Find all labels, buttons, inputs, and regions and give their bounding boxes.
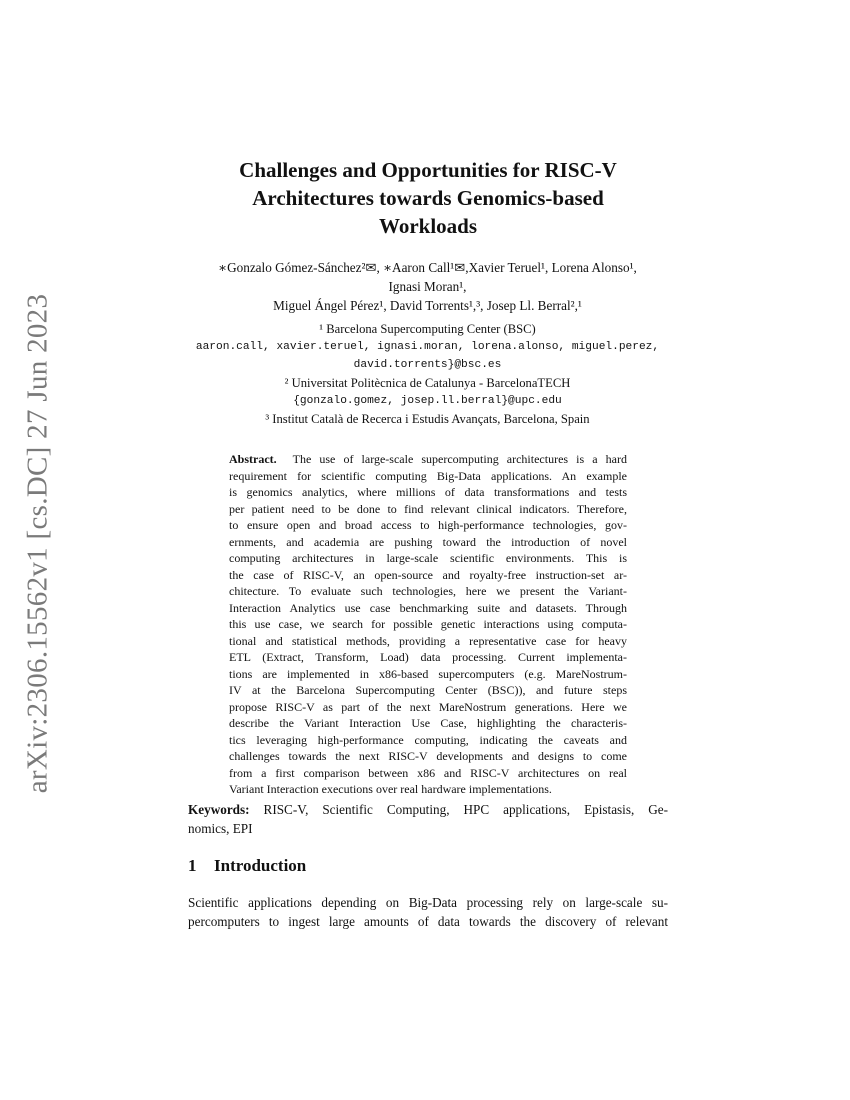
keywords-line: nomics, EPI (188, 821, 253, 836)
abstract-line: per patient need to be done to find relevant clinical indicators. Therefore, (229, 501, 627, 516)
paper-title (188, 156, 668, 240)
affiliation-upc-emails: {gonzalo.gomez, josep.ll.berral}@upc.edu (293, 395, 562, 407)
abstract-line: describe the Variant Interaction Use Case, highlighting the characteris- (229, 716, 627, 730)
abstract-line: chitecture. To evaluate such technologies, here we present the Variant- (229, 584, 627, 598)
abstract-line: tics leveraging high-performance computing, indicating the caveats and (229, 732, 627, 747)
affiliations (160, 320, 695, 428)
body-line: percomputers to ingest large amounts of data towards the discovery of relevant (188, 914, 668, 929)
keywords (188, 800, 668, 838)
abstract-line: ETL (Extract, Transform, Load) data processing. Current implementa- (229, 650, 627, 664)
affiliation-bsc: ¹ Barcelona Supercomputing Center (BSC) (319, 322, 536, 336)
body-line: Scientific applications depending on Big-Data processing rely on large-scale su- (188, 895, 668, 910)
title-line: Architectures towards Genomics-based (252, 186, 604, 210)
body-paragraph (188, 893, 668, 931)
author-list (160, 258, 695, 315)
abstract-line: tional and statistical methods, providing a representative case for heavy (229, 633, 627, 648)
section-heading (188, 856, 306, 876)
title-line: Challenges and Opportunities for RISC-V (239, 158, 617, 182)
abstract-line: requirement for scientific computing Big-Data applications. An example (229, 468, 627, 483)
abstract-line: tions are implemented in x86-based supercomputers (e.g. MareNostrum- (229, 666, 627, 681)
abstract-line: challenges towards the next RISC-V developments and designs to come (229, 749, 627, 763)
section-title: Introduction (214, 856, 307, 875)
affiliation-bsc-emails: david.torrents}@bsc.es (353, 359, 502, 371)
author-line: Ignasi Moran¹, (388, 279, 467, 294)
abstract-line: Interaction Analytics use case benchmarking suite and datasets. Through (229, 600, 627, 615)
section-number: 1 (188, 856, 197, 875)
abstract-line: is genomics analytics, where millions of data transformations and tests (229, 485, 627, 499)
author-line: Miguel Ángel Pérez¹, David Torrents¹,³, Josep Ll. Berral²,¹ (273, 298, 582, 313)
arxiv-identifier: arXiv:2306.15562v1 [cs.DC] 27 Jun 2023 (21, 293, 54, 793)
abstract-label: Abstract. (229, 452, 277, 466)
keywords-first-line (188, 800, 668, 819)
affiliation-icrea: ³ Institut Català de Recerca i Estudis Avançats, Barcelona, Spain (265, 412, 590, 426)
keywords-text: RISC-V, Scientific Computing, HPC applications, Epistasis, Ge- (263, 802, 669, 817)
abstract-line: Variant Interaction executions over real hardware implementations. (229, 782, 552, 796)
abstract-line: from a first comparison between x86 and RISC-V architectures on real (229, 765, 627, 780)
author-line: ∗Gonzalo Gómez-Sánchez²✉, ∗Aaron Call¹✉,Xavier Teruel¹, Lorena Alonso¹, (218, 260, 637, 275)
abstract-line: computing architectures in large-scale scientific environments. This is (229, 551, 627, 565)
abstract-line: IV at the Barcelona Supercomputing Center (BSC)), and future steps (229, 683, 627, 697)
title-line: Workloads (378, 214, 478, 238)
abstract-line: propose RISC-V as part of the next MareNostrum generations. Here we (229, 699, 627, 714)
abstract-line: to ensure open and broad access to high-performance technologies, gov- (229, 518, 627, 532)
abstract-first-line (229, 451, 627, 468)
abstract-text: The use of large-scale supercomputing architectures is a hard (292, 452, 627, 466)
abstract-line: this use case, we search for possible genetic interactions using computa- (229, 617, 627, 631)
arxiv-side-stamp (12, 293, 64, 793)
abstract (229, 451, 627, 798)
abstract-line: ernments, and academia are pushing toward the introduction of novel (229, 534, 627, 549)
abstract-line: the case of RISC-V, an open-source and royalty-free instruction-set ar- (229, 567, 627, 582)
keywords-label: Keywords: (188, 802, 250, 817)
affiliation-bsc-emails: aaron.call, xavier.teruel, ignasi.moran, lorena.alonso, miguel.perez, (195, 341, 660, 353)
affiliation-upc: ² Universitat Politècnica de Catalunya - BarcelonaTECH (284, 376, 571, 390)
